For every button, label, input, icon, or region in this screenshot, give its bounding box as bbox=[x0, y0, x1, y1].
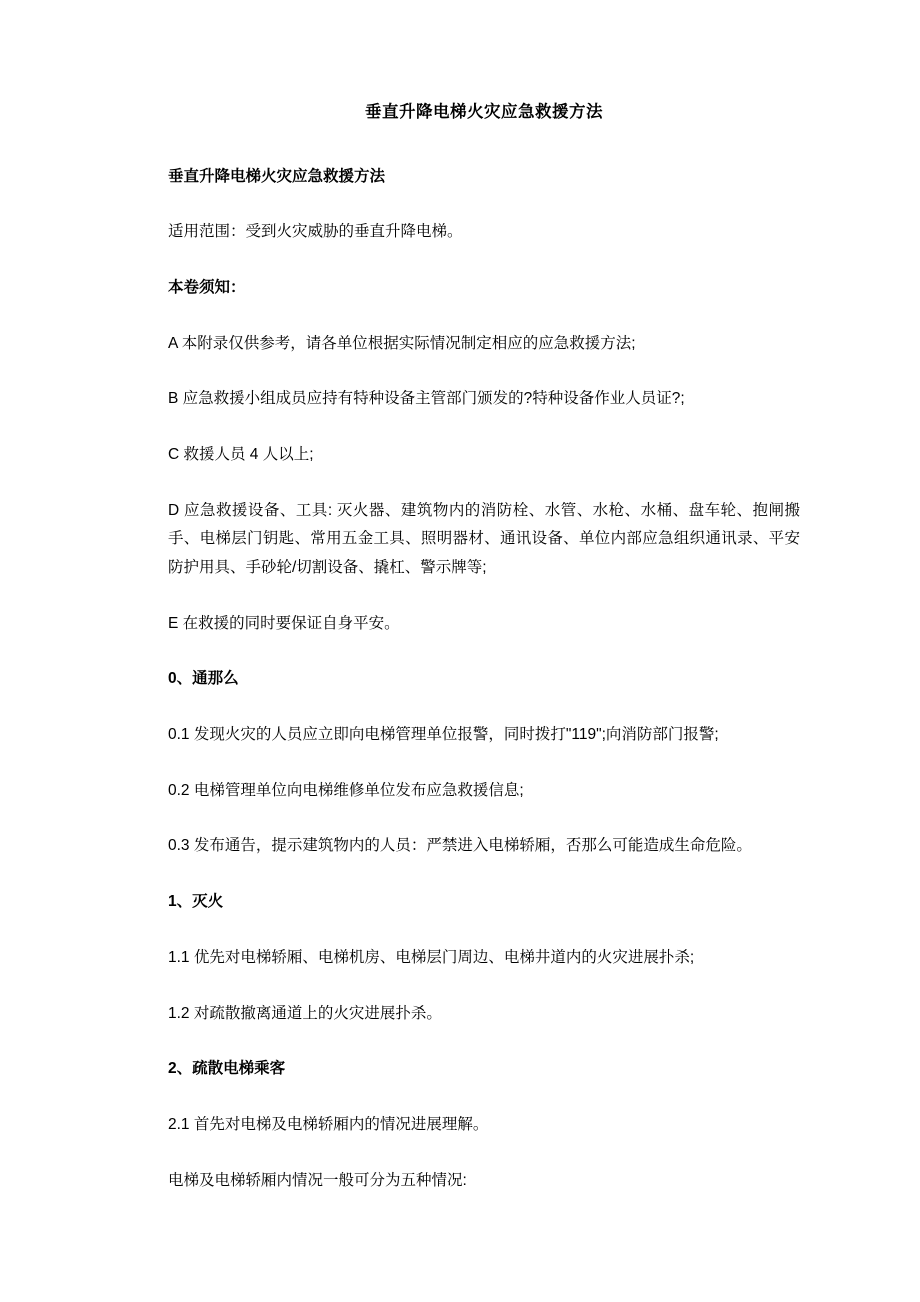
paragraph-heading-repeat: 垂直升降电梯火灾应急救援方法 bbox=[168, 167, 386, 185]
paragraph-notice-title: 本卷须知： bbox=[168, 279, 246, 297]
paragraph-item-c: C 救援人员 4 人以上; bbox=[168, 446, 314, 464]
paragraph-1-2: 1.2 对疏散撤离通道上的火灾进展扑杀。 bbox=[168, 1004, 442, 1022]
paragraph-section-1: 1、灭火 bbox=[168, 893, 224, 911]
page-title: 垂直升降电梯火灾应急救援方法 bbox=[365, 103, 603, 121]
paragraph-item-d: D 应急救援设备、工具: 灭火器、建筑物内的消防栓、水管、水枪、水桶、盘车轮、抱闸搬手、电梯层门钥匙、常用五金工具、照明器材、通讯设备、单位内部应急组织通讯录、平安防护用具、手砂轮/切割设备、撬杠、警示牌等; bbox=[168, 501, 800, 577]
paragraph-item-b: B 应急救援小组成员应持有特种设备主管部门颁发的?特种设备作业人员证?; bbox=[168, 390, 685, 408]
paragraph-1-1: 1.1 优先对电梯轿厢、电梯机房、电梯层门周边、电梯井道内的火灾进展扑杀; bbox=[168, 948, 695, 966]
paragraph-0-2: 0.2 电梯管理单位向电梯维修单位发布应急救援信息; bbox=[168, 781, 524, 799]
paragraph-2-2: 电梯及电梯轿厢内情况一般可分为五种情况: bbox=[168, 1171, 467, 1189]
paragraph-0-1: 0.1 发现火灾的人员应立即向电梯管理单位报警，同时拨打"119";向消防部门报警; bbox=[168, 726, 719, 744]
paragraph-0-3: 0.3 发布通告，提示建筑物内的人员：严禁进入电梯轿厢，否那么可能造成生命危险。 bbox=[168, 837, 752, 855]
paragraph-2-1: 2.1 首先对电梯及电梯轿厢内的情况进展理解。 bbox=[168, 1115, 489, 1133]
paragraph-section-0: 0、通那么 bbox=[168, 670, 239, 688]
paragraph-scope: 适用范围：受到火灾威胁的垂直升降电梯。 bbox=[168, 223, 463, 241]
paragraph-item-e: E 在救援的同时要保证自身平安。 bbox=[168, 614, 400, 632]
paragraph-item-a: A 本附录仅供参考，请各单位根据实际情况制定相应的应急救援方法; bbox=[168, 334, 636, 352]
paragraph-section-2: 2、疏散电梯乘客 bbox=[168, 1060, 286, 1078]
